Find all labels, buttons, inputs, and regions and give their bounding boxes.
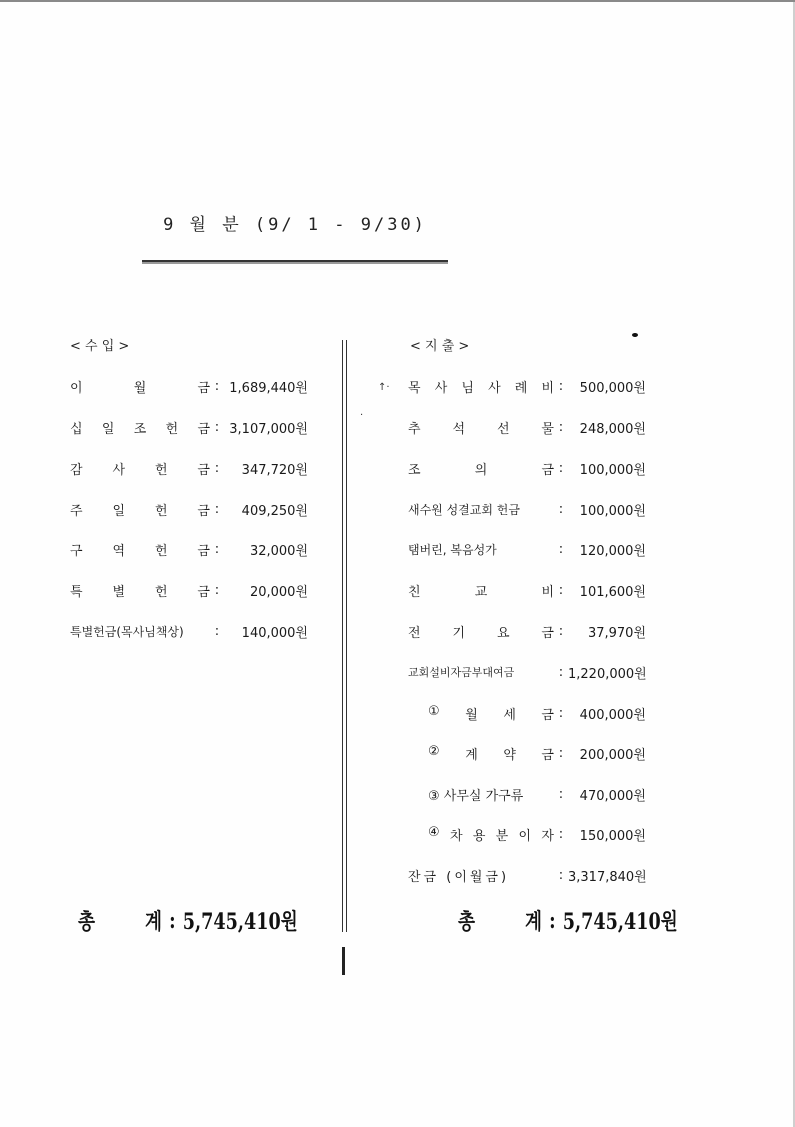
expense-amount: 400,000원 (579, 707, 646, 723)
expense-amount: 100,000원 (579, 503, 646, 519)
income-row (70, 417, 308, 437)
income-amount: 140,000원 (241, 625, 308, 641)
income-label: 감 사 헌 금 (70, 462, 210, 478)
expense-row (408, 499, 646, 519)
expense-amount: 120,000원 (579, 543, 646, 559)
income-label: 특 별 헌 금 (70, 584, 210, 600)
expense-amount: 248,000원 (579, 421, 646, 437)
expense-row (408, 662, 646, 682)
separator: : (214, 501, 220, 517)
separator: : (549, 907, 556, 934)
income-label: 주 일 헌 금 (70, 503, 210, 519)
separator: : (558, 378, 564, 394)
income-amount: 20,000원 (249, 584, 308, 600)
separator: : (558, 664, 564, 680)
expense-label: ② 계 약 금 (428, 743, 554, 763)
expense-row (408, 539, 646, 559)
income-label: 특별헌금(목사님책상) (70, 624, 184, 639)
income-amount: 1,689,440원 (229, 380, 308, 396)
separator: : (558, 419, 564, 435)
expense-label: 교회설비자금부대여금 (408, 666, 515, 679)
divider-tail-mark (342, 947, 345, 975)
title-underline (142, 260, 448, 262)
separator: : (214, 419, 220, 435)
income-amount: 347,720원 (241, 462, 308, 478)
expense-row-balance (408, 865, 646, 885)
separator: : (558, 745, 564, 761)
income-label: 구 역 헌 금 (70, 543, 210, 559)
expense-amount: 470,000원 (579, 788, 646, 804)
separator: : (558, 867, 564, 883)
total-amount: 5,745,410원 (182, 909, 298, 935)
expense-amount: 150,000원 (579, 828, 646, 844)
expense-subrow (428, 743, 646, 763)
separator: : (558, 705, 564, 721)
income-label: 이 월 금 (70, 380, 210, 396)
income-amount: 32,000원 (249, 543, 308, 559)
expense-subrow (428, 824, 646, 844)
income-amount: 409,250원 (241, 503, 308, 519)
expense-label: 탬버린, 복음성가 (408, 542, 497, 557)
expense-subrow (428, 784, 646, 804)
page-title: 9 월 분 (9/ 1 - 9/30) (163, 215, 427, 235)
separator: : (214, 582, 220, 598)
column-divider (342, 340, 343, 932)
expense-row (408, 458, 646, 478)
expense-label: 새수원 성결교회 헌금 (408, 502, 520, 517)
expense-heading: < 지 출 > (410, 339, 470, 354)
expense-label: ① 월 세 금 (428, 703, 554, 723)
total-label: 총 계 (458, 909, 542, 935)
expense-label: 친 교 비 (408, 584, 554, 600)
total-amount: 5,745,410원 (562, 909, 678, 935)
separator: : (558, 826, 564, 842)
expense-subrow (428, 703, 646, 723)
expense-row (408, 621, 646, 641)
income-total (78, 905, 298, 936)
expense-label: ④ 차 용 분 이 자 (428, 824, 554, 844)
separator: : (214, 378, 220, 394)
expense-label: 목 사 님 사 례 비 (408, 380, 554, 396)
income-heading: < 수 입 > (70, 339, 130, 354)
income-row (70, 539, 308, 559)
expense-label: 잔금 (이월금) (408, 869, 510, 885)
income-label: 십 일 조 헌 금 (70, 421, 210, 437)
income-row (70, 376, 308, 396)
separator: : (558, 501, 564, 517)
column-divider-double (346, 340, 347, 932)
expense-row (408, 417, 646, 437)
expense-amount: 101,600원 (579, 584, 646, 600)
expense-amount: 500,000원 (579, 380, 646, 396)
separator: : (558, 786, 564, 802)
income-row (70, 621, 308, 641)
expense-label: 추 석 선 물 (408, 421, 554, 437)
expense-amount: 1,220,000원 (568, 666, 647, 682)
separator: : (558, 623, 564, 639)
margin-mark: · (360, 410, 364, 421)
separator: : (558, 460, 564, 476)
expense-row (408, 376, 646, 396)
income-row (70, 458, 308, 478)
expense-label: ③ 사무실 가구류 (428, 788, 524, 804)
expense-row (408, 580, 646, 600)
expense-amount: 100,000원 (579, 462, 646, 478)
margin-mark: ↑· (378, 382, 390, 393)
income-row (70, 580, 308, 600)
separator: : (558, 582, 564, 598)
income-row (70, 499, 308, 519)
ink-blot (632, 333, 638, 337)
expense-label: 전 기 요 금 (408, 625, 554, 641)
income-amount: 3,107,000원 (229, 421, 308, 437)
expense-amount: 3,317,840원 (568, 869, 647, 885)
separator: : (214, 623, 220, 639)
total-label: 총 계 (78, 909, 162, 935)
separator: : (214, 541, 220, 557)
separator: : (169, 907, 176, 934)
separator: : (558, 541, 564, 557)
expense-amount: 37,970원 (587, 625, 646, 641)
separator: : (214, 460, 220, 476)
expense-amount: 200,000원 (579, 747, 646, 763)
expense-total (458, 905, 678, 936)
expense-label: 조 의 금 (408, 462, 554, 478)
